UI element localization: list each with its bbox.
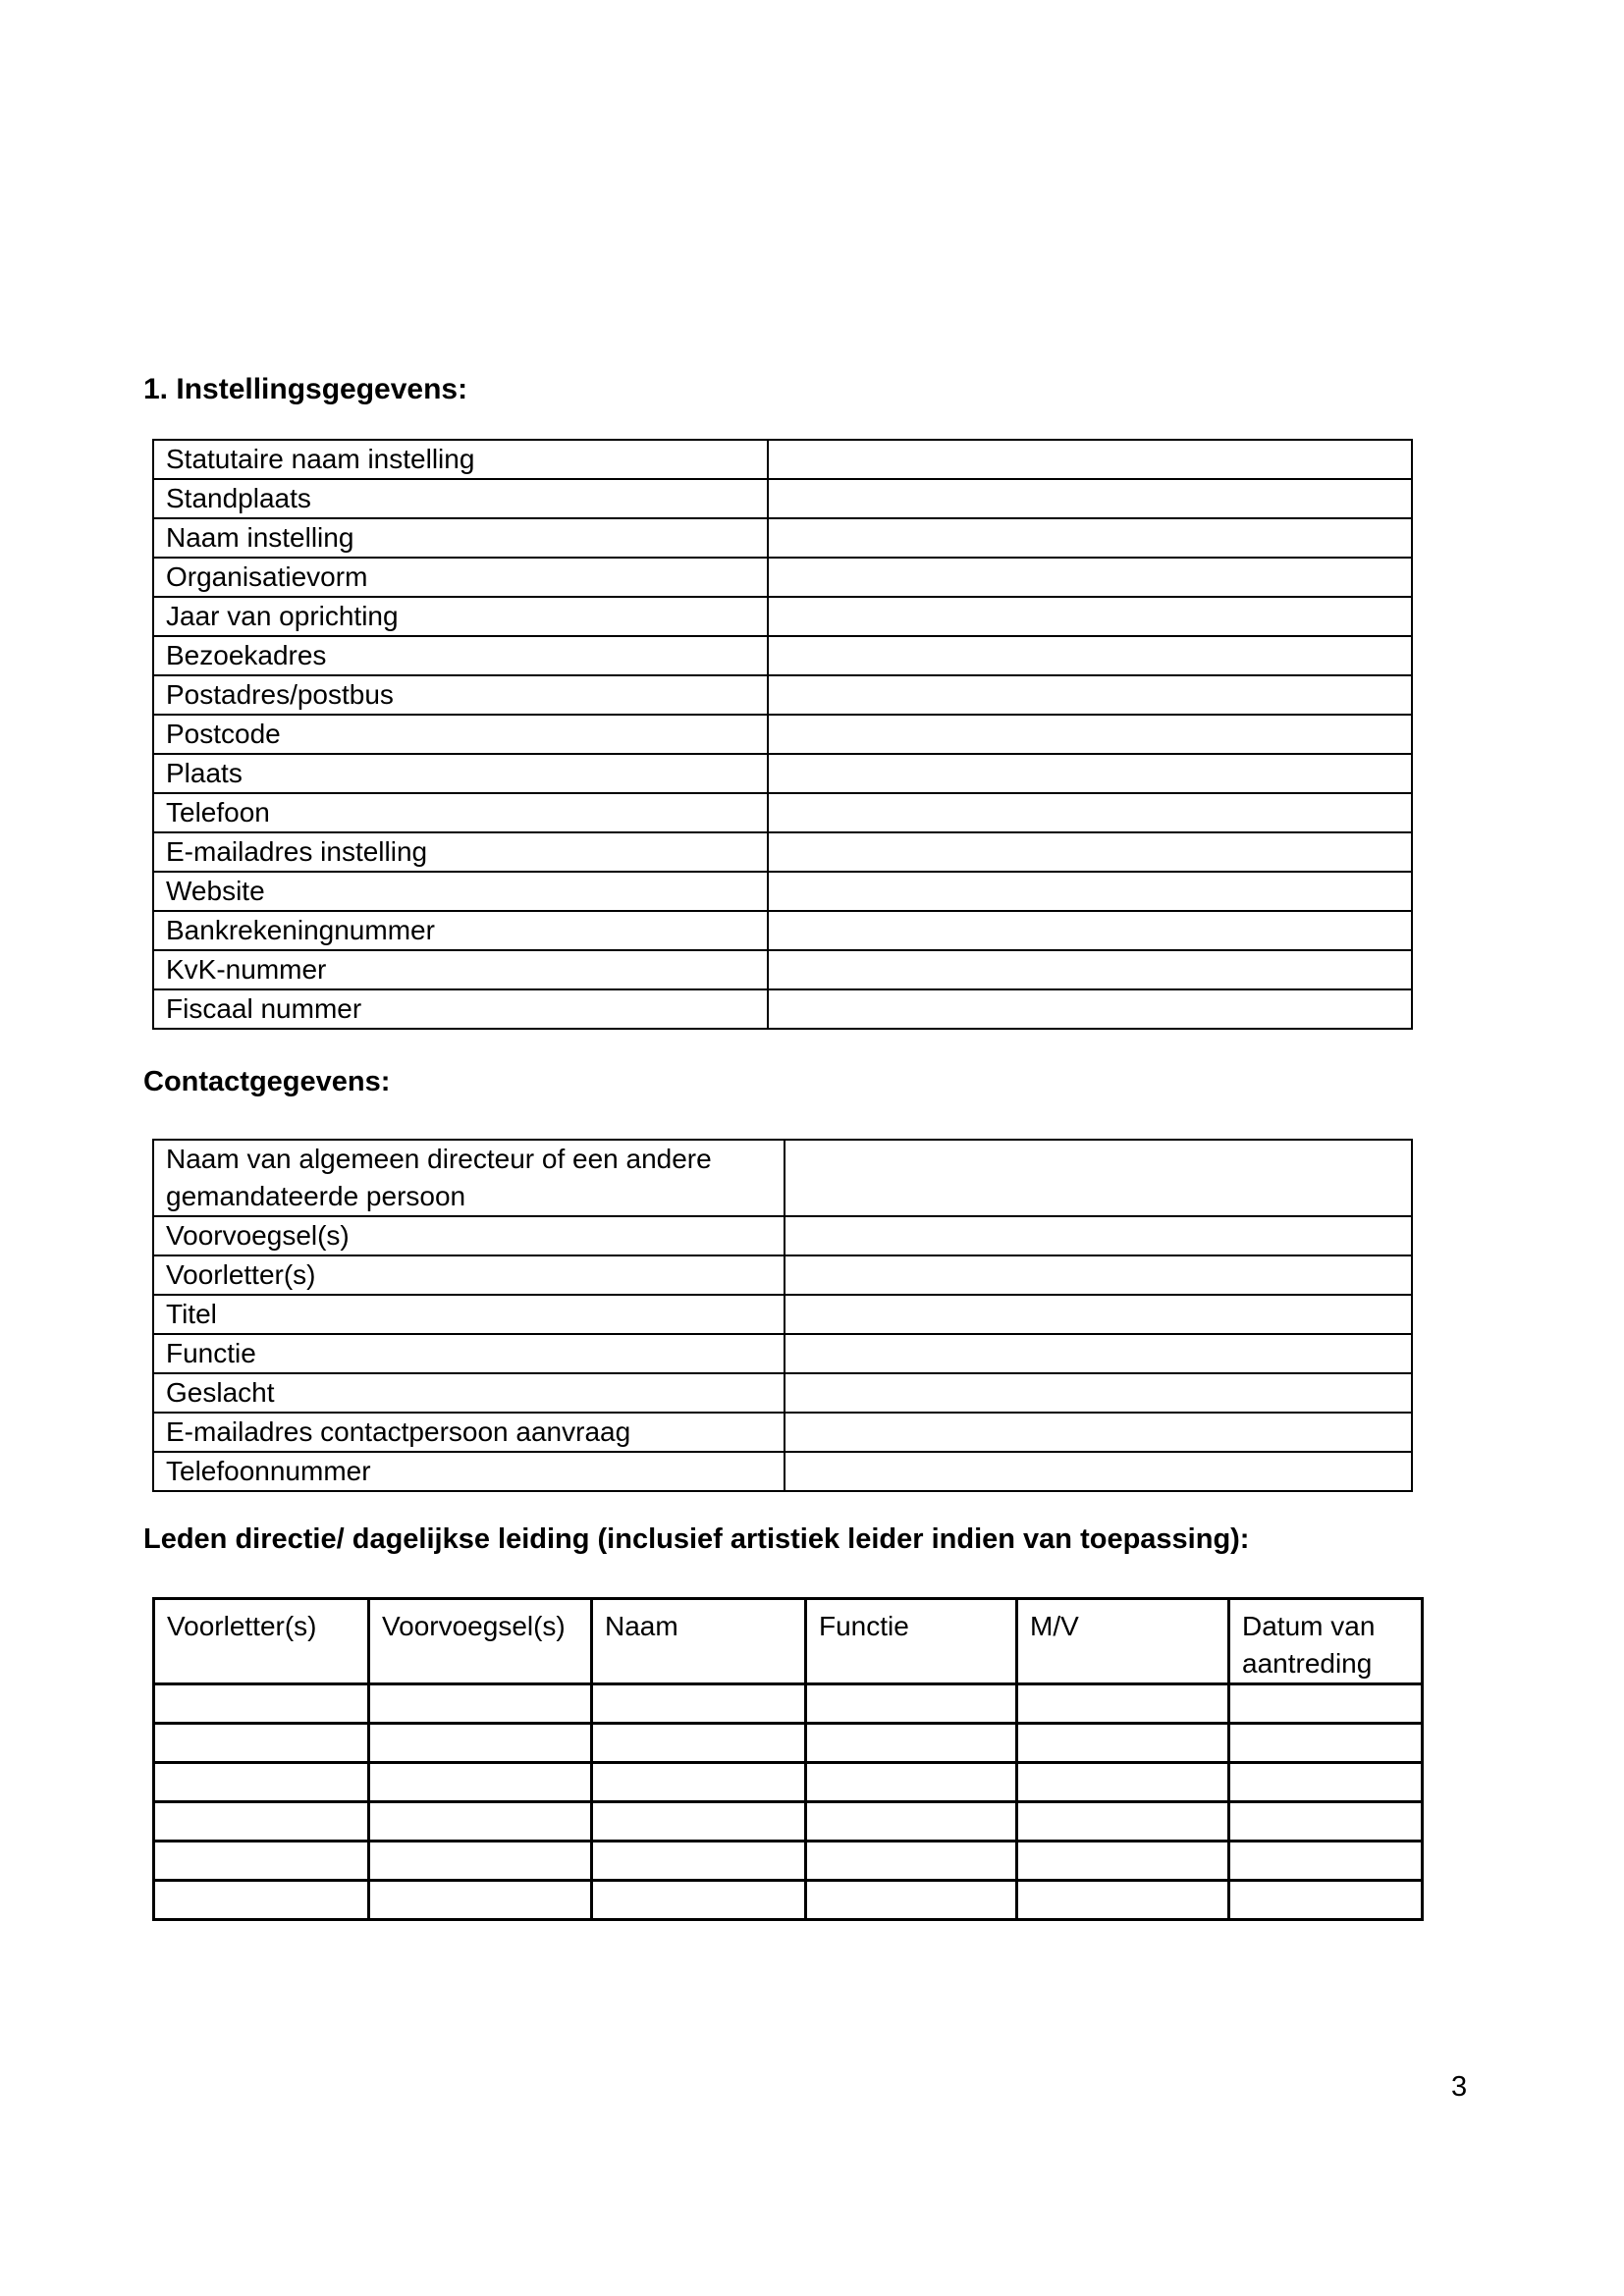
board-cell[interactable]	[369, 1801, 592, 1841]
field-value-cell[interactable]	[785, 1216, 1412, 1255]
table-row	[153, 1413, 1412, 1452]
table-row	[153, 872, 1412, 911]
table-row	[153, 597, 1412, 636]
board-cell[interactable]	[369, 1880, 592, 1919]
field-value-cell[interactable]	[785, 1295, 1412, 1334]
table-row	[153, 715, 1412, 754]
field-value-cell[interactable]	[768, 989, 1412, 1029]
table-row	[153, 950, 1412, 989]
field-value-cell[interactable]	[768, 518, 1412, 558]
board-cell[interactable]	[1229, 1762, 1423, 1801]
field-label: Jaar van oprichting	[153, 597, 768, 636]
field-value-cell[interactable]	[768, 479, 1412, 518]
board-cell[interactable]	[592, 1841, 806, 1880]
board-cell[interactable]	[154, 1801, 369, 1841]
board-cell[interactable]	[154, 1723, 369, 1762]
board-cell[interactable]	[806, 1683, 1017, 1723]
field-label: E-mailadres contactpersoon aanvraag	[153, 1413, 785, 1452]
field-value-cell[interactable]	[785, 1452, 1412, 1491]
board-cell[interactable]	[1017, 1880, 1229, 1919]
table-row	[153, 518, 1412, 558]
table-row	[153, 989, 1412, 1029]
board-cell[interactable]	[1229, 1723, 1423, 1762]
contact-table	[152, 1139, 1413, 1492]
contact-table-body	[153, 1140, 1412, 1491]
table-row	[154, 1723, 1423, 1762]
field-label: KvK-nummer	[153, 950, 768, 989]
field-label: Organisatievorm	[153, 558, 768, 597]
field-value-cell[interactable]	[785, 1255, 1412, 1295]
field-label: Telefoonnummer	[153, 1452, 785, 1491]
board-cell[interactable]	[1017, 1801, 1229, 1841]
field-label: Telefoon	[153, 793, 768, 832]
board-heading: Leden directie/ dagelijkse leiding (inclusief artistiek leider indien van toepassing):	[143, 1523, 1250, 1555]
table-row	[153, 911, 1412, 950]
table-row	[153, 479, 1412, 518]
field-label: Statutaire naam instelling	[153, 440, 768, 479]
contact-heading: Contactgegevens:	[143, 1066, 391, 1097]
board-cell[interactable]	[369, 1683, 592, 1723]
table-row	[153, 1140, 1412, 1216]
board-cell[interactable]	[369, 1723, 592, 1762]
field-label: Functie	[153, 1334, 785, 1373]
table-row	[153, 440, 1412, 479]
board-cell[interactable]	[1229, 1880, 1423, 1919]
field-label: Titel	[153, 1295, 785, 1334]
table-row	[153, 558, 1412, 597]
field-value-cell[interactable]	[768, 754, 1412, 793]
board-cell[interactable]	[806, 1841, 1017, 1880]
table-row	[153, 754, 1412, 793]
field-value-cell[interactable]	[768, 558, 1412, 597]
board-cell[interactable]	[592, 1801, 806, 1841]
field-value-cell[interactable]	[785, 1334, 1412, 1373]
column-header: Functie	[806, 1599, 1017, 1684]
column-header: M/V	[1017, 1599, 1229, 1684]
field-label: E-mailadres instelling	[153, 832, 768, 872]
field-value-cell[interactable]	[785, 1373, 1412, 1413]
board-cell[interactable]	[806, 1762, 1017, 1801]
board-cell[interactable]	[1229, 1841, 1423, 1880]
table-row	[153, 1373, 1412, 1413]
board-cell[interactable]	[154, 1762, 369, 1801]
field-value-cell[interactable]	[768, 793, 1412, 832]
field-value-cell[interactable]	[768, 440, 1412, 479]
table-row	[153, 832, 1412, 872]
field-value-cell[interactable]	[768, 832, 1412, 872]
board-cell[interactable]	[1229, 1801, 1423, 1841]
table-row	[154, 1762, 1423, 1801]
table-row	[153, 1452, 1412, 1491]
field-value-cell[interactable]	[768, 911, 1412, 950]
institution-table	[152, 439, 1413, 1030]
field-label: Naam instelling	[153, 518, 768, 558]
field-value-cell[interactable]	[768, 950, 1412, 989]
column-header: Datum van aantreding	[1229, 1599, 1423, 1684]
board-table	[152, 1597, 1424, 1921]
field-label: Voorletter(s)	[153, 1255, 785, 1295]
field-label: Fiscaal nummer	[153, 989, 768, 1029]
field-value-cell[interactable]	[768, 872, 1412, 911]
board-cell[interactable]	[154, 1683, 369, 1723]
field-label: Postadres/postbus	[153, 675, 768, 715]
board-cell[interactable]	[369, 1841, 592, 1880]
page-number: 3	[1451, 2071, 1468, 2103]
board-table-header-row	[154, 1599, 1423, 1684]
board-cell[interactable]	[592, 1762, 806, 1801]
board-cell[interactable]	[154, 1841, 369, 1880]
field-value-cell[interactable]	[768, 636, 1412, 675]
table-row	[153, 793, 1412, 832]
column-header: Voorvoegsel(s)	[369, 1599, 592, 1684]
table-row	[154, 1683, 1423, 1723]
field-label: Standplaats	[153, 479, 768, 518]
table-row	[154, 1801, 1423, 1841]
field-label: Geslacht	[153, 1373, 785, 1413]
board-cell[interactable]	[806, 1723, 1017, 1762]
board-cell[interactable]	[592, 1723, 806, 1762]
field-label: Plaats	[153, 754, 768, 793]
board-cell[interactable]	[592, 1880, 806, 1919]
field-label: Bezoekadres	[153, 636, 768, 675]
table-row	[154, 1880, 1423, 1919]
table-row	[153, 675, 1412, 715]
board-cell[interactable]	[592, 1683, 806, 1723]
field-value-cell[interactable]	[785, 1140, 1412, 1216]
field-value-cell[interactable]	[768, 715, 1412, 754]
page-title: 1. Instellingsgegevens:	[143, 373, 468, 405]
field-label: Postcode	[153, 715, 768, 754]
field-label: Naam van algemeen directeur of een andere gemandateerde persoon	[153, 1140, 785, 1216]
institution-table-body	[153, 440, 1412, 1029]
table-row	[153, 636, 1412, 675]
table-row	[154, 1841, 1423, 1880]
board-cell[interactable]	[369, 1762, 592, 1801]
board-cell[interactable]	[1017, 1841, 1229, 1880]
board-cell[interactable]	[1017, 1683, 1229, 1723]
field-label: Bankrekeningnummer	[153, 911, 768, 950]
board-table-body	[154, 1683, 1423, 1919]
field-value-cell[interactable]	[785, 1413, 1412, 1452]
field-label: Voorvoegsel(s)	[153, 1216, 785, 1255]
table-row	[153, 1295, 1412, 1334]
field-label: Website	[153, 872, 768, 911]
field-value-cell[interactable]	[768, 675, 1412, 715]
table-row	[153, 1334, 1412, 1373]
board-cell[interactable]	[806, 1801, 1017, 1841]
table-row	[153, 1255, 1412, 1295]
board-cell[interactable]	[1017, 1723, 1229, 1762]
board-cell[interactable]	[1017, 1762, 1229, 1801]
table-row	[153, 1216, 1412, 1255]
column-header: Naam	[592, 1599, 806, 1684]
field-value-cell[interactable]	[768, 597, 1412, 636]
board-cell[interactable]	[1229, 1683, 1423, 1723]
board-cell[interactable]	[806, 1880, 1017, 1919]
column-header: Voorletter(s)	[154, 1599, 369, 1684]
board-cell[interactable]	[154, 1880, 369, 1919]
